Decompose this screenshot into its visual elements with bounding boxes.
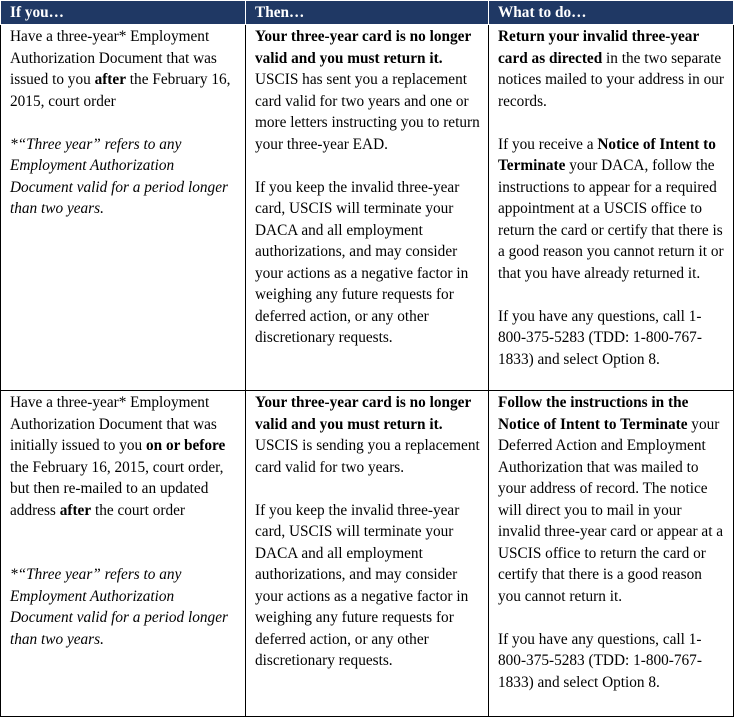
cell-what-to-do xyxy=(489,391,734,717)
cell-if-you xyxy=(1,25,246,391)
header-what-to-do: What to do… xyxy=(489,1,734,25)
action-text: Return your invalid three-year card as directed in the two separate notices mailed to your address in our records. xyxy=(498,28,725,110)
contact-info: If you have any questions, call 1-800-375-5283 (TDD: 1-800-767-1833) and select Option 8. xyxy=(498,307,702,368)
footnote: *“Three year” refers to any Employment Authorization Document valid for a period longer than two years. xyxy=(10,566,228,648)
cell-if-you xyxy=(1,391,246,717)
footnote: *“Three year” refers to any Employment Authorization Document valid for a period longer than two years. xyxy=(10,135,228,217)
cell-then xyxy=(246,391,489,717)
table-row xyxy=(1,391,734,717)
warning-text: If you keep the invalid three-year card, USCIS will terminate your DACA and all employment authorizations, and may consider your actions as a negative factor in weighing any future requests for deferred action, or any other discretionary requests. xyxy=(255,501,469,669)
notice-instructions: If you receive a Notice of Intent to Terminate your DACA, follow the instructions to appear for a required appointment at a USCIS office to return the card or certify that there is a good reason you cannot return it or that you have already returned it. xyxy=(498,135,724,282)
cell-what-to-do xyxy=(489,25,734,391)
table-row xyxy=(1,25,734,391)
contact-info: If you have any questions, call 1-800-375-5283 (TDD: 1-800-767-1833) and select Option 8. xyxy=(498,630,702,691)
header-then: Then… xyxy=(246,1,489,25)
cell-then xyxy=(246,25,489,391)
consequence-text: Your three-year card is no longer valid and you must return it. USCIS has sent you a replacement card valid for two years and one or more letters instructing you to return your three-year EAD. xyxy=(255,28,480,153)
action-text: Follow the instructions in the Notice of Intent to Terminate your Deferred Action and Employment Authorization that was mailed to your address of record. The notice will direct you to mail in your invalid three-year card or appear at a USCIS office to return the card or certify that there is a good reason you cannot return it. xyxy=(498,394,724,605)
condition-text: Have a three-year* Employment Authorization Document that was issued to you after the February 16, 2015, court order xyxy=(10,28,231,110)
table-header-row xyxy=(1,1,734,25)
condition-text: Have a three-year* Employment Authorization Document that was initially issued to you on or before the February 16, 2015, court order, but then re-mailed to an updated address after the court order xyxy=(10,394,226,519)
consequence-text: Your three-year card is no longer valid and you must return it. USCIS is sending you a replacement card valid for two years. xyxy=(255,394,480,476)
header-if-you: If you… xyxy=(1,1,246,25)
warning-text: If you keep the invalid three-year card, USCIS will terminate your DACA and all employment authorizations, and may consider your actions as a negative factor in weighing any future requests for deferred action, or any other discretionary requests. xyxy=(255,178,469,346)
